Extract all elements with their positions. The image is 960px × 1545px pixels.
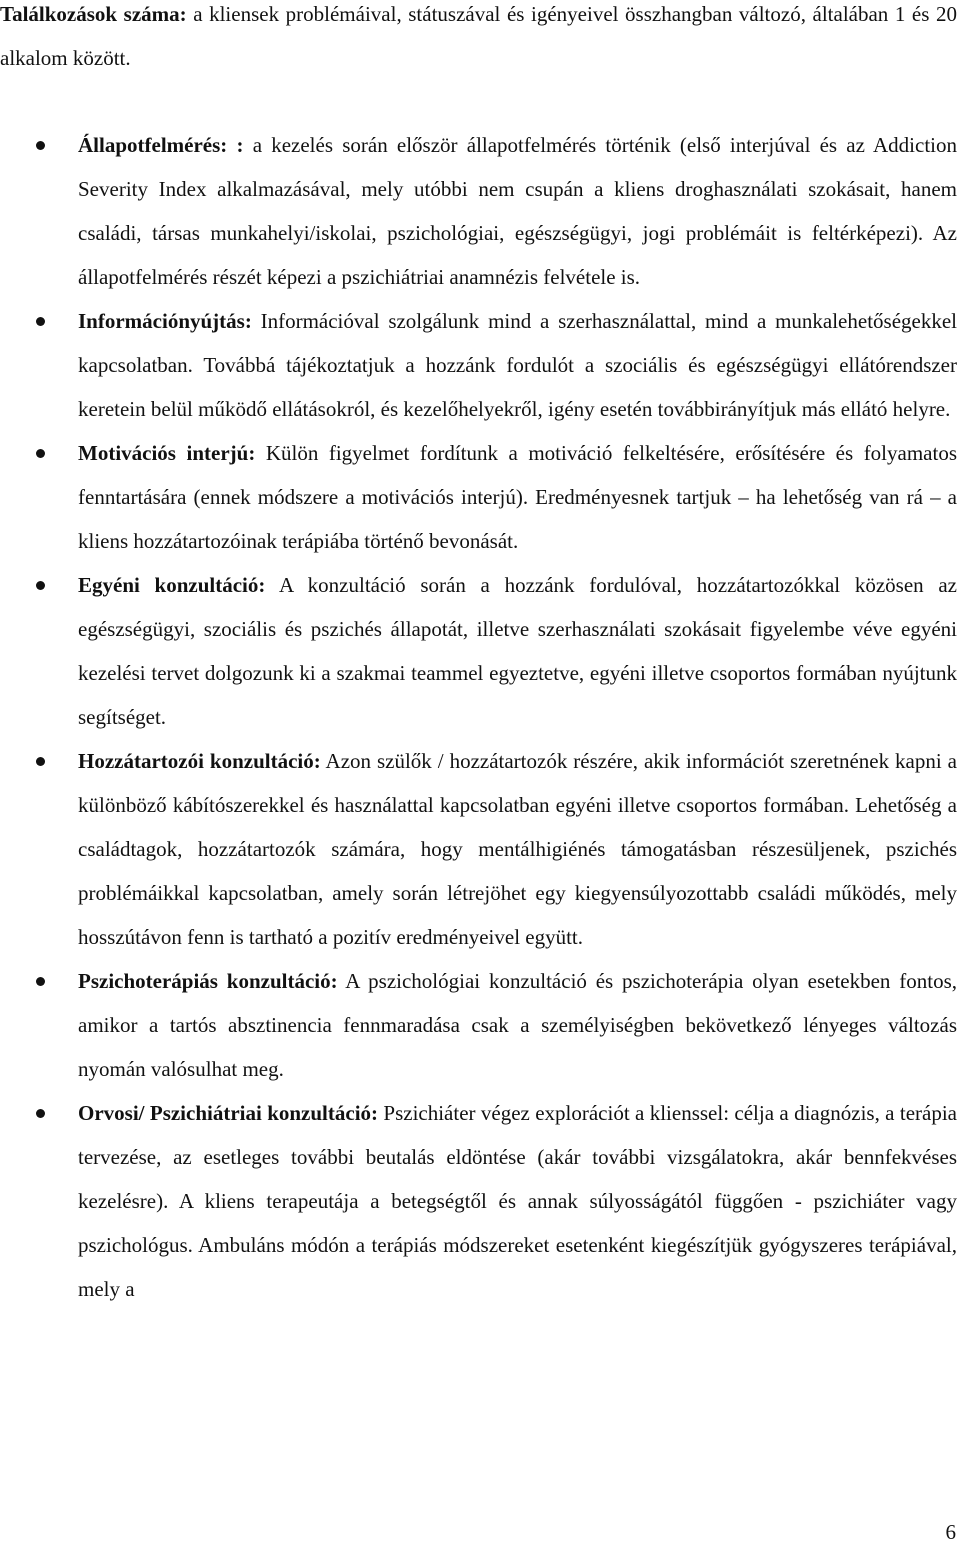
list-item — [0, 563, 957, 739]
item-term: Hozzátartozói konzultáció: — [78, 749, 321, 773]
item-term: Pszichoterápiás konzultáció: — [78, 969, 338, 993]
item-term: Egyéni konzultáció: — [78, 573, 266, 597]
bullet-icon — [36, 1109, 45, 1118]
item-text: Azon szülők / hozzátartozók részére, akik információt szeretnének kapni a különböző kábítószerekkel és használattal kapcsolatban egyéni illetve csoportos formában. Lehetőség a családtagok, hozzátartozók számára, hogy mentálhigiénés támogatásban részesüljenek, pszichés problémáikkal kapcsolatban, amely során létrejöhet egy kiegyensúlyozottabb családi működés, mely hosszútávon fenn is tartható a pozitív eredményeivel együtt. — [78, 749, 957, 949]
list-item — [0, 431, 957, 563]
item-text: A konzultáció során a hozzánk fordulóval, hozzátartozókkal közösen az egészségügyi, szociális és pszichés állapotát, illetve szerhasználati szokásait figyelembe véve egyéni kezelési tervet dolgozunk ki a szakmai teammel egyeztetve, egyéni illetve csoportos formában nyújtunk segítséget. — [78, 573, 957, 729]
page-number: 6 — [945, 1520, 956, 1544]
item-term: Orvosi/ Pszichiátriai konzultáció: — [78, 1101, 379, 1125]
service-list — [0, 123, 957, 1311]
bullet-icon — [36, 757, 45, 766]
item-text: Információval szolgálunk mind a szerhasználattal, mind a munkalehetőségekkel kapcsolatban. Továbbá tájékoztatjuk a hozzánk fordulót a szociális és egészségügyi ellátórendszer keretein belül működő ellátásokról, és kezelőhelyekről, igény esetén továbbirányítjuk más ellátó helyre. — [78, 309, 957, 421]
item-term: Információnyújtás: — [78, 309, 252, 333]
bullet-icon — [36, 141, 45, 150]
item-text: Külön figyelmet fordítunk a motiváció felkeltésére, erősítésére és folyamatos fenntartására (ennek módszere a motivációs interjú). Eredményesnek tartjuk – ha lehetőség van rá – a kliens hozzátartozóinak terápiába történő bevonását. — [78, 441, 957, 553]
list-item — [0, 299, 957, 431]
list-item — [0, 1091, 957, 1311]
intro-term: Találkozások száma: — [0, 2, 187, 26]
item-term: Állapotfelmérés: : — [78, 133, 244, 157]
intro-text: a kliensek problémáival, státuszával és igényeivel összhangban változó, általában 1 és 20 alkalom között. — [0, 2, 957, 70]
list-item — [0, 739, 957, 959]
list-item — [0, 959, 957, 1091]
intro-paragraph — [0, 0, 957, 80]
bullet-icon — [36, 581, 45, 590]
item-text: a kezelés során először állapotfelmérés történik (első interjúval és az Addiction Severity Index alkalmazásával, mely utóbbi nem csupán a kliens droghasználati szokásait, hanem családi, társas munkahelyi/iskolai, pszichológiai, egészségügyi, jogi problémáit is feltérképezi). Az állapotfelmérés részét képezi a pszichiátriai anamnézis felvétele is. — [78, 133, 957, 289]
item-term: Motivációs interjú: — [78, 441, 256, 465]
bullet-icon — [36, 449, 45, 458]
bullet-icon — [36, 977, 45, 986]
bullet-icon — [36, 317, 45, 326]
item-text: Pszichiáter végez explorációt a klienssel: célja a diagnózis, a terápia tervezése, az esetleges további beutalás eldöntése (akár további vizsgálatokra, akár bennfekvéses kezelésre). A kliens terapeutája a betegségtől és annak súlyosságától függően - pszichiáter vagy pszichológus. Ambuláns módón a terápiás módszereket esetenként kiegészítjük gyógyszeres terápiával, mely a — [78, 1101, 957, 1301]
item-text: A pszichológiai konzultáció és pszichoterápia olyan esetekben fontos, amikor a tartós absztinencia fennmaradása csak a személyiségben bekövetkező lényeges változás nyomán valósulhat meg. — [78, 969, 957, 1081]
list-item — [0, 123, 957, 299]
